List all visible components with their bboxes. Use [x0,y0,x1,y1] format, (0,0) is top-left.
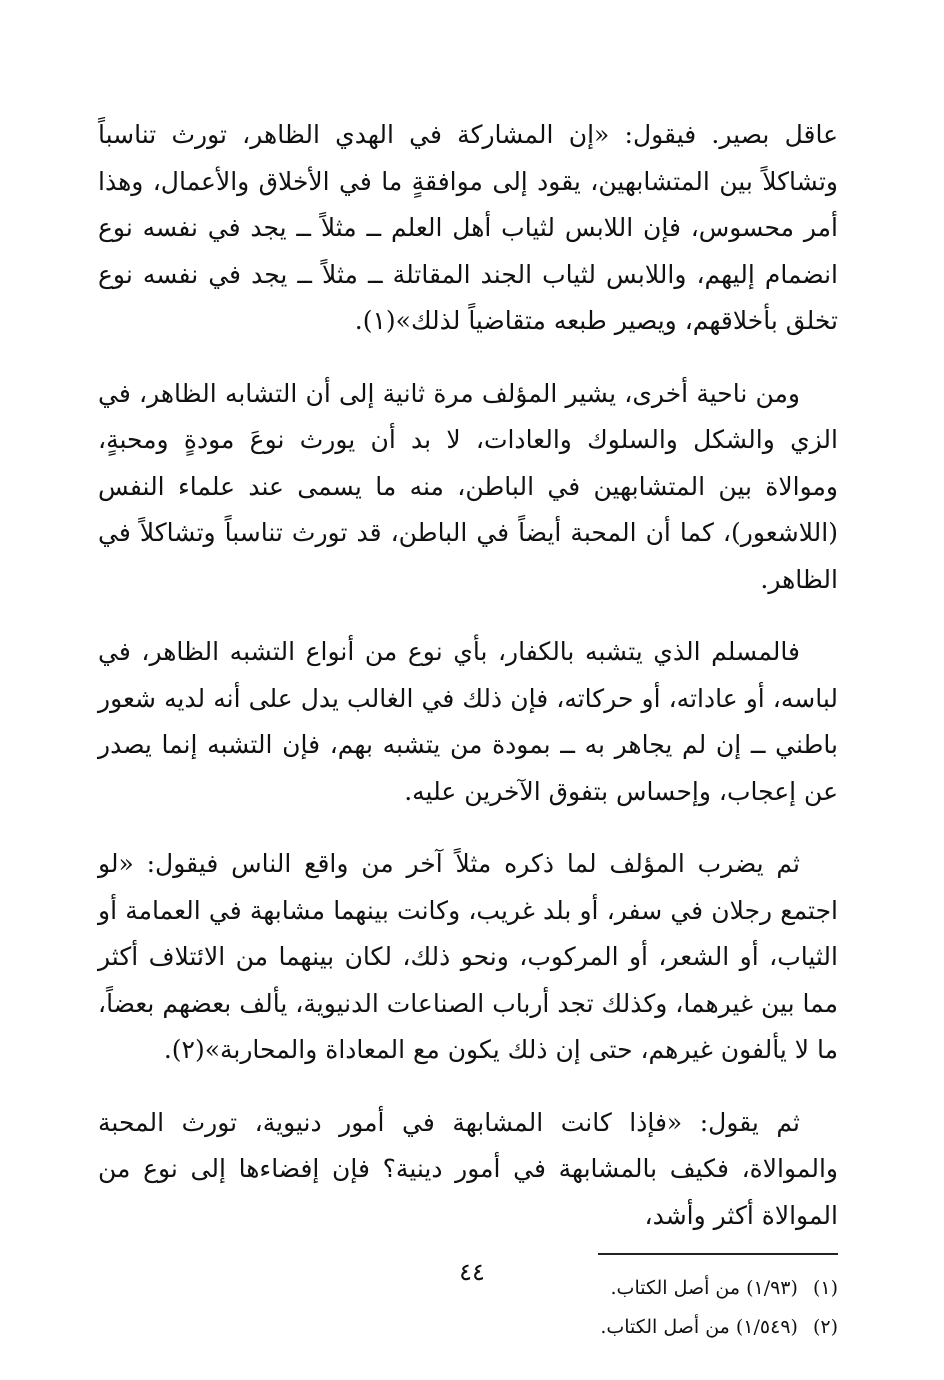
footnote-1-number: (١) [812,1277,838,1299]
paragraph-2: ومن ناحية أخرى، يشير المؤلف مرة ثانية إلى أن التشابه الظاهر، في الزي والشكل والسلوك والعادات، لا بد أن يورث نوعَ مودةٍ ومحبةٍ، وموالاة بين المتشابهين في الباطن، منه ما يسمى عند علماء النفس (اللاشعور)، كما أن المحبة أيضاً في الباطن، قد تورث تناسباً وتشاكلاً في الظاهر. [98,378,838,594]
footnote-1-text: (١/٩٣) من أصل الكتاب. [610,1277,798,1299]
page-number: ٤٤ [459,1258,485,1286]
footnote-2 [98,1308,838,1347]
main-text [98,112,838,1239]
paragraph-5: ثم يقول: «فإذا كانت المشابهة في أمور دنيوية، تورث المحبة والموالاة، فكيف بالمشابهة في أمور دينية؟ فإن إفضاءها إلى نوع من الموالاة أكثر وأشد، [98,1107,838,1230]
footnote-2-number: (٢) [812,1316,838,1338]
footnote-2-text: (١/٥٤٩) من أصل الكتاب. [600,1316,798,1338]
paragraph-1: عاقل بصير. فيقول: «إن المشاركة في الهدي الظاهر، تورث تناسباً وتشاكلاً بين المتشابهين، يقود إلى موافقةٍ ما في الأخلاق والأعمال، وهذا أمر محسوس، فإن اللابس لثياب أهل العلم ــ مثلاً ــ يجد في نفسه نوع انضمام إليهم، واللابس لثياب الجند المقاتلة ــ مثلاً ــ يجد في نفسه نوع تخلق بأخلاقهم، ويصير طبعه متقاضياً لذلك»(١). [98,120,838,335]
book-page [98,112,838,1338]
paragraph-4: ثم يضرب المؤلف لما ذكره مثلاً آخر من واقع الناس فيقول: «لو اجتمع رجلان في سفر، أو بلد غريب، وكانت بينهما مشابهة في العمامة أو الثياب، أو الشعر، أو المركوب، ونحو ذلك، لكان بينهما من الائتلاف أكثر مما بين غيرهما، وكذلك تجد أرباب الصناعات الدنيوية، يألف بعضهم بعضاً، ما لا يألفون غيرهم، حتى إن ذلك يكون مع المعاداة والمحاربة»(٢). [98,849,838,1064]
paragraph-3: فالمسلم الذي يتشبه بالكفار، بأي نوع من أنواع التشبه الظاهر، في لباسه، أو عاداته، أو حركاته، فإن ذلك في الغالب يدل على أنه لديه شعور باطني ــ إن لم يجاهر به ــ بمودة من يتشبه بهم، فإن التشبه إنما يصدر عن إعجاب، وإحساس بتفوق الآخرين عليه. [98,637,838,806]
footnote-separator [598,1253,838,1255]
